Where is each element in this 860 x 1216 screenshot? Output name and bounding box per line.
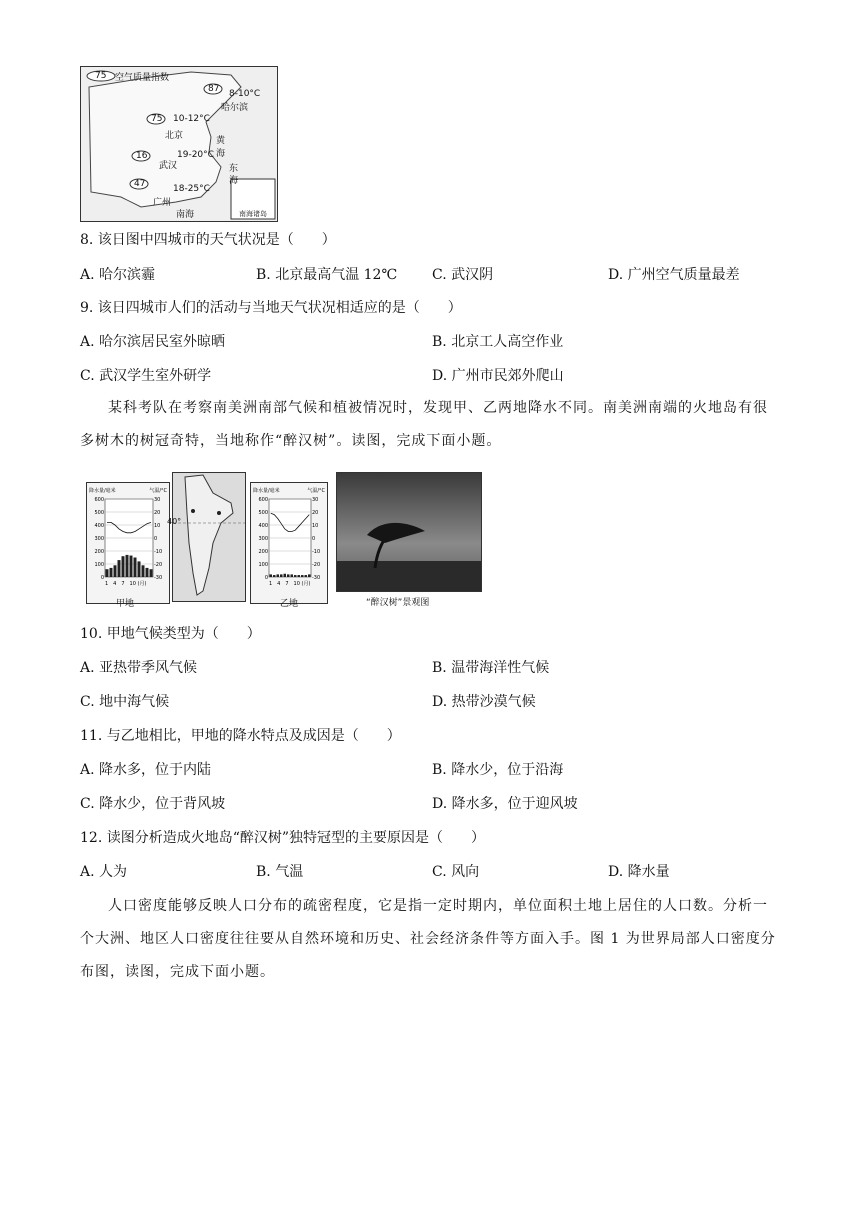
aqi-value: 87 xyxy=(208,84,220,94)
q10-option-b[interactable]: B. 温带海洋性气候 xyxy=(432,660,550,676)
tick-label-left: 400 xyxy=(94,523,104,529)
precip-bar xyxy=(301,575,304,577)
drunken-tree-photo xyxy=(336,472,482,592)
q8-option-a[interactable]: A. 哈尔滨霾 xyxy=(80,267,156,283)
tick-label-left: 100 xyxy=(258,562,268,568)
q12-option-c[interactable]: C. 风向 xyxy=(432,864,480,880)
q9-option-d[interactable]: D. 广州市民郊外爬山 xyxy=(432,368,564,384)
tick-label-right: -30 xyxy=(154,575,163,581)
precip-bar xyxy=(298,575,301,577)
q11-option-c[interactable]: C. 降水少，位于背风坡 xyxy=(80,796,226,812)
precip-bar xyxy=(118,560,121,577)
precip-bar xyxy=(114,565,117,577)
question-8-stem: 8. 该日图中四城市的天气状况是（ ） xyxy=(80,232,336,248)
inset-label: 南海诸岛 xyxy=(239,210,267,218)
climate-chart-a xyxy=(86,482,170,604)
tick-label-left: 300 xyxy=(94,536,104,542)
question-12-stem: 12. 读图分析造成火地岛“醉汉树”独特冠型的主要原因是（ ） xyxy=(80,830,486,846)
precip-bar xyxy=(280,574,283,577)
city-label: 北京 xyxy=(165,131,184,141)
aqi-value: 16 xyxy=(136,151,148,161)
weather-map-figure xyxy=(80,66,278,222)
precip-bar xyxy=(146,568,149,577)
precip-bar xyxy=(270,574,273,577)
tick-label-right: 30 xyxy=(154,497,161,503)
precip-bar xyxy=(291,574,294,577)
tick-label-left: 200 xyxy=(258,549,268,555)
q11-option-d[interactable]: D. 降水多，位于迎风坡 xyxy=(432,796,578,812)
question-10-stem: 10. 甲地气候类型为（ ） xyxy=(80,626,261,642)
precip-bar xyxy=(287,574,290,577)
tick-label-right: -10 xyxy=(154,549,163,555)
precip-bar xyxy=(305,575,308,577)
tick-label-left: 500 xyxy=(94,510,104,516)
q8-option-d[interactable]: D. 广州空气质量最差 xyxy=(608,267,740,283)
passage-population-density: 人口密度能够反映人口分布的疏密程度，它是指一定时期内，单位面积土地上居住的人口数。分析一个大洲、地区人口密度往往要从自然环境和历史、社会经济条件等方面入手。图 1 为世界局部人口密度分布图，读图，完成下面小题。 xyxy=(80,898,776,980)
precip-bar xyxy=(284,574,287,577)
question-9-stem: 9. 该日四城市人们的活动与当地天气状况相适应的是（ ） xyxy=(80,300,462,316)
tick-label-right: 20 xyxy=(312,510,319,516)
sea-label: 东 xyxy=(229,164,239,174)
q11-option-a[interactable]: A. 降水多，位于内陆 xyxy=(80,762,212,778)
sea-label: 海 xyxy=(216,149,226,159)
temp-label: 8-10°C xyxy=(229,89,261,99)
precip-bar xyxy=(308,574,311,577)
question-11-stem: 11. 与乙地相比，甲地的降水特点及成因是（ ） xyxy=(80,728,401,744)
q9-option-a[interactable]: A. 哈尔滨居民室外晾晒 xyxy=(80,334,226,350)
q12-option-a[interactable]: A. 人为 xyxy=(80,864,128,880)
month-axis-label: 1 4 7 10 (月) xyxy=(269,581,311,587)
tick-label-right: 30 xyxy=(312,497,319,503)
tick-label-right: 0 xyxy=(154,536,158,542)
q10-option-d[interactable]: D. 热带沙漠气候 xyxy=(432,694,536,710)
month-axis-label: 1 4 7 10 (月) xyxy=(105,581,147,587)
q9-option-b[interactable]: B. 北京工人高空作业 xyxy=(432,334,564,350)
temp-label: 19-20°C xyxy=(177,150,214,160)
tick-label-right: -30 xyxy=(312,575,321,581)
tick-label-left: 0 xyxy=(100,575,104,581)
precip-bar xyxy=(130,556,133,577)
tick-label-right: 10 xyxy=(312,523,319,529)
tick-label-right: 10 xyxy=(154,523,161,529)
precip-bar xyxy=(150,569,153,577)
temp-label: 10-12°C xyxy=(173,114,210,124)
tick-label-right: -20 xyxy=(154,562,163,568)
q12-option-b[interactable]: B. 气温 xyxy=(256,864,304,880)
city-label: 哈尔滨 xyxy=(221,103,249,113)
aqi-value: 75 xyxy=(151,114,163,124)
latitude-label: 40° xyxy=(167,517,182,526)
axis-label-left: 降水量/毫米 xyxy=(253,488,280,494)
map-legend: 空气质量指数 xyxy=(115,73,170,83)
q9-option-c[interactable]: C. 武汉学生室外研学 xyxy=(80,368,212,384)
axis-label-right: 气温/°C xyxy=(307,488,325,494)
tick-label-left: 0 xyxy=(264,575,268,581)
tick-label-left: 100 xyxy=(94,562,104,568)
city-label: 广州 xyxy=(153,198,172,208)
chart-a-caption: 甲地 xyxy=(116,599,135,609)
q8-option-b[interactable]: B. 北京最高气温 12℃ xyxy=(256,267,398,283)
aqi-value: 75 xyxy=(95,71,107,81)
axis-label-left: 降水量/毫米 xyxy=(89,488,116,494)
q8-option-c[interactable]: C. 武汉阴 xyxy=(432,267,494,283)
aqi-value: 47 xyxy=(134,179,146,189)
precip-bar xyxy=(277,574,280,577)
precip-bar xyxy=(142,565,145,577)
temp-label: 18-25°C xyxy=(173,184,210,194)
q11-option-b[interactable]: B. 降水少，位于沿海 xyxy=(432,762,564,778)
sea-label: 海 xyxy=(229,176,239,186)
precip-bar xyxy=(134,558,137,578)
tick-label-right: 0 xyxy=(312,536,316,542)
precip-bar xyxy=(294,575,297,577)
tick-label-right: -20 xyxy=(312,562,321,568)
q10-option-c[interactable]: C. 地中海气候 xyxy=(80,694,170,710)
q10-option-a[interactable]: A. 亚热带季风气候 xyxy=(80,660,198,676)
precip-bar xyxy=(122,556,125,577)
city-label: 武汉 xyxy=(159,161,178,171)
passage-south-america: 某科考队在考察南美洲南部气候和植被情况时，发现甲、乙两地降水不同。南美洲南端的火地岛有很多树木的树冠奇特，当地称作“醉汉树”。读图，完成下面小题。 xyxy=(80,400,768,449)
precip-bar xyxy=(110,568,113,577)
precip-bar xyxy=(126,555,129,577)
tick-label-left: 300 xyxy=(258,536,268,542)
tick-label-left: 400 xyxy=(258,523,268,529)
tick-label-left: 200 xyxy=(94,549,104,555)
precip-bar xyxy=(138,561,141,577)
south-america-map xyxy=(167,472,246,602)
sea-label: 黄 xyxy=(216,136,226,146)
chart-b-caption: 乙地 xyxy=(280,599,299,609)
sea-label: 南海 xyxy=(176,210,195,220)
tick-label-left: 600 xyxy=(94,497,104,503)
photo-caption: “醉汉树”景观图 xyxy=(366,598,430,608)
precip-bar xyxy=(106,569,109,577)
precip-bar xyxy=(273,575,276,577)
axis-label-right: 气温/°C xyxy=(149,488,167,494)
tick-label-left: 500 xyxy=(258,510,268,516)
tick-label-right: 20 xyxy=(154,510,161,516)
tick-label-right: -10 xyxy=(312,549,321,555)
tick-label-left: 600 xyxy=(258,497,268,503)
climate-chart-b xyxy=(250,482,328,604)
q12-option-d[interactable]: D. 降水量 xyxy=(608,864,670,880)
